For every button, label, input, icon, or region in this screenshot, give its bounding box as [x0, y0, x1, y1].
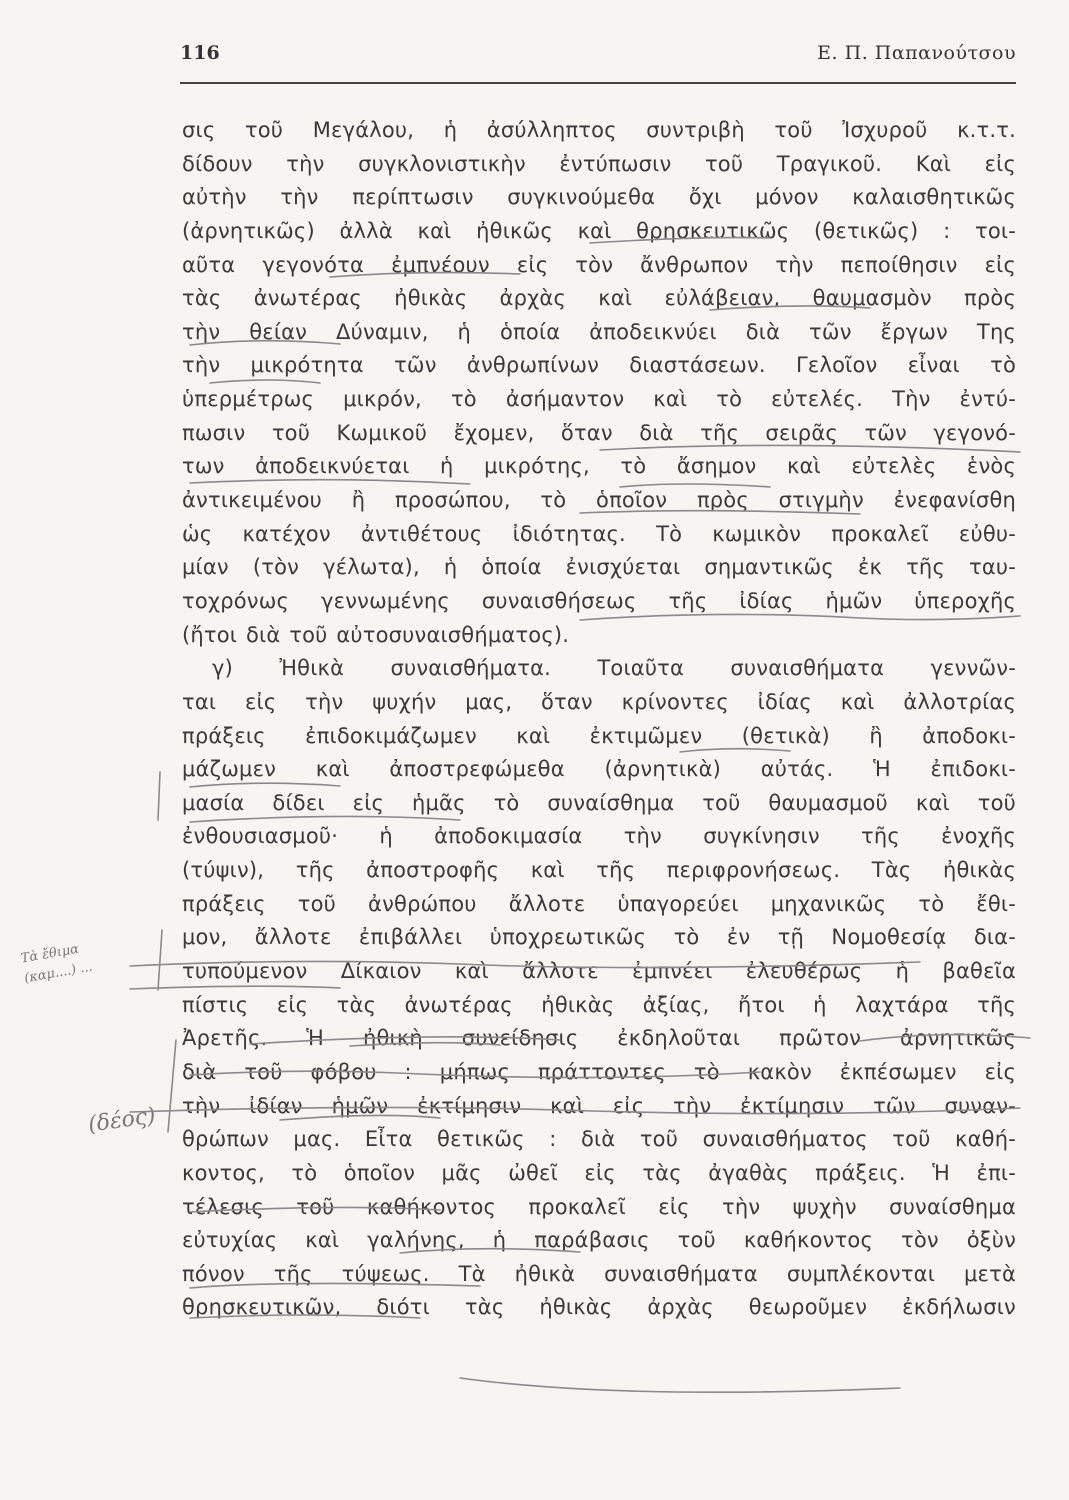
text-line: των ἀποδεικνύεται ἡ μικρότης, τὸ ἄσημον καὶ εὐτελὲς ἑνὸς	[182, 454, 1016, 479]
text-line: μον, ἄλλοτε ἐπιβάλλει ὑποχρεωτικῶς τὸ ἐν τῇ Νομοθεσίᾳ δια-	[182, 925, 1016, 950]
text-line: πράξεις τοῦ ἀνθρώπου ἄλλοτε ὑπαγορεύει μηχανικῶς τὸ ἔθι-	[182, 891, 1016, 916]
text-line: (ἀρνητικῶς) ἀλλὰ καὶ ἠθικῶς καὶ θρησκευτικῶς (θετικῶς) : τοι-	[182, 218, 1016, 243]
text-line: (τύψιν), τῆς ἀποστροφῆς καὶ τῆς περιφρονήσεως. Τὰς ἠθικὰς	[182, 858, 1016, 883]
margin-note: (δέος)	[86, 1103, 158, 1138]
text-line: τὴν ἰδίαν ἡμῶν ἐκτίμησιν καὶ εἰς τὴν ἐκτίμησιν τῶν συναν-	[182, 1093, 1016, 1118]
text-line: πράξεις ἐπιδοκιμάζωμεν καὶ ἐκτιμῶμεν (θετικὰ) ἢ ἀποδοκι-	[182, 723, 1016, 748]
text-line: πωσιν τοῦ Κωμικοῦ ἔχομεν, ὅταν διὰ τῆς σειρᾶς τῶν γεγονό-	[182, 420, 1016, 445]
text-line: μασία δίδει εἰς ἡμᾶς τὸ συναίσθημα τοῦ θαυμασμοῦ καὶ τοῦ	[182, 790, 1016, 815]
text-line: τὰς ἀνωτέρας ἠθικὰς ἀρχὰς καὶ εὐλάβειαν, θαυμασμὸν πρὸς	[182, 286, 1016, 311]
text-line: Ἀρετῆς. Ἡ ἠθικὴ συνείδησις ἐκδηλοῦται πρῶτον ἀρνητικῶς	[182, 1026, 1016, 1051]
running-head: Ε. Π. Παπανούτσου	[817, 42, 1016, 64]
text-line: αὐτὴν τὴν περίπτωσιν συγκινούμεθα ὄχι μόνον καλαισθητικῶς	[182, 185, 1016, 210]
body-text	[182, 114, 1016, 1325]
text-line: διὰ τοῦ φόβου : μήπως πράττοντες τὸ κακὸν ἐκπέσωμεν εἰς	[182, 1059, 1016, 1084]
text-line: πίστις εἰς τὰς ἀνωτέρας ἠθικὰς ἀξίας, ἤτοι ἡ λαχτάρα τῆς	[182, 992, 1016, 1017]
text-line: πόνον τῆς τύψεως. Τὰ ἠθικὰ συναισθήματα συμπλέκονται μετὰ	[182, 1261, 1016, 1286]
text-line: μίαν (τὸν γέλωτα), ἡ ὁποία ἐνισχύεται σημαντικῶς ἐκ τῆς ταυ-	[182, 555, 1016, 580]
page-number: 116	[180, 42, 220, 64]
pencil-bracket	[158, 772, 160, 820]
text-line: θρώπων μας. Εἶτα θετικῶς : διὰ τοῦ συναισθήματος τοῦ καθή-	[182, 1127, 1016, 1152]
text-line: ἐνθουσιασμοῦ· ἡ ἀποδοκιμασία τὴν συγκίνησιν τῆς ἐνοχῆς	[182, 824, 1016, 849]
text-line: δίδουν τὴν συγκλονιστικὴν ἐντύπωσιν τοῦ Τραγικοῦ. Καὶ εἰς	[182, 151, 1016, 176]
text-line: (ἤτοι διὰ τοῦ αὐτοσυναισθήματος).	[182, 622, 570, 647]
text-line: τοχρόνως γεννωμένης συναισθήσεως τῆς ἰδίας ἡμῶν ὑπεροχῆς	[182, 588, 1016, 613]
text-line: αῦτα γεγονότα ἐμπνέουν εἰς τὸν ἄνθρωπον τὴν πεποίθησιν εἰς	[182, 252, 1016, 277]
pencil-underline	[460, 1378, 900, 1392]
text-line: ὑπερμέτρως μικρόν, τὸ ἀσήμαντον καὶ τὸ εὐτελές. Τὴν ἐντύ-	[182, 387, 1016, 412]
text-line: εὐτυχίας καὶ γαλήνης, ἡ παράβασις τοῦ καθήκοντος τὸν ὀξὺν	[182, 1228, 1016, 1253]
text-line: θρησκευτικῶν, διότι τὰς ἠθικὰς ἀρχὰς θεωροῦμεν ἐκδήλωσιν	[182, 1295, 1016, 1320]
section-heading-line: γ) Ἠθικὰ συναισθήματα. Τοιαῦτα συναισθήματα γεννῶν-	[212, 656, 1016, 681]
text-line: τυπούμενον Δίκαιον καὶ ἄλλοτε ἐμπνέει ἐλευθέρως ἡ βαθεῖα	[182, 959, 1016, 984]
pencil-bracket	[168, 1040, 176, 1132]
text-line: μάζωμεν καὶ ἀποστρεφώμεθα (ἀρνητικὰ) αὐτάς. Ἡ ἐπιδοκι-	[182, 757, 1016, 782]
text-line: κοντος, τὸ ὁποῖον μᾶς ὠθεῖ εἰς τὰς ἀγαθὰς πράξεις. Ἡ ἐπι-	[182, 1160, 1016, 1185]
margin-note: Τὰ ἔθιμα (καμ....) ...	[19, 941, 94, 987]
pencil-bracket	[158, 930, 162, 990]
page-header	[180, 42, 1016, 82]
text-line: ται εἰς τὴν ψυχήν μας, ὅταν κρίνοντες ἰδίας καὶ ἀλλοτρίας	[182, 689, 1016, 714]
text-line: ἀντικειμένου ἢ προσώπου, τὸ ὁποῖον πρὸς στιγμὴν ἐνεφανίσθη	[182, 488, 1016, 513]
text-line: τὴν θείαν Δύναμιν, ἡ ὁποία ἀποδεικνύει διὰ τῶν ἔργων Της	[182, 319, 1016, 344]
header-rule	[180, 82, 1016, 84]
text-line: ὡς κατέχον ἀντιθέτους ἰδιότητας. Τὸ κωμικὸν προκαλεῖ εὐθυ-	[182, 521, 1016, 546]
text-line: σις τοῦ Μεγάλου, ἡ ἀσύλληπτος συντριβὴ τοῦ Ἰσχυροῦ κ.τ.τ.	[182, 118, 1016, 142]
text-line: τὴν μικρότητα τῶν ἀνθρωπίνων διαστάσεων. Γελοῖον εἶναι τὸ	[182, 353, 1016, 378]
text-line: τέλεσις τοῦ καθήκοντος προκαλεῖ εἰς τὴν ψυχὴν συναίσθημα	[182, 1194, 1016, 1219]
